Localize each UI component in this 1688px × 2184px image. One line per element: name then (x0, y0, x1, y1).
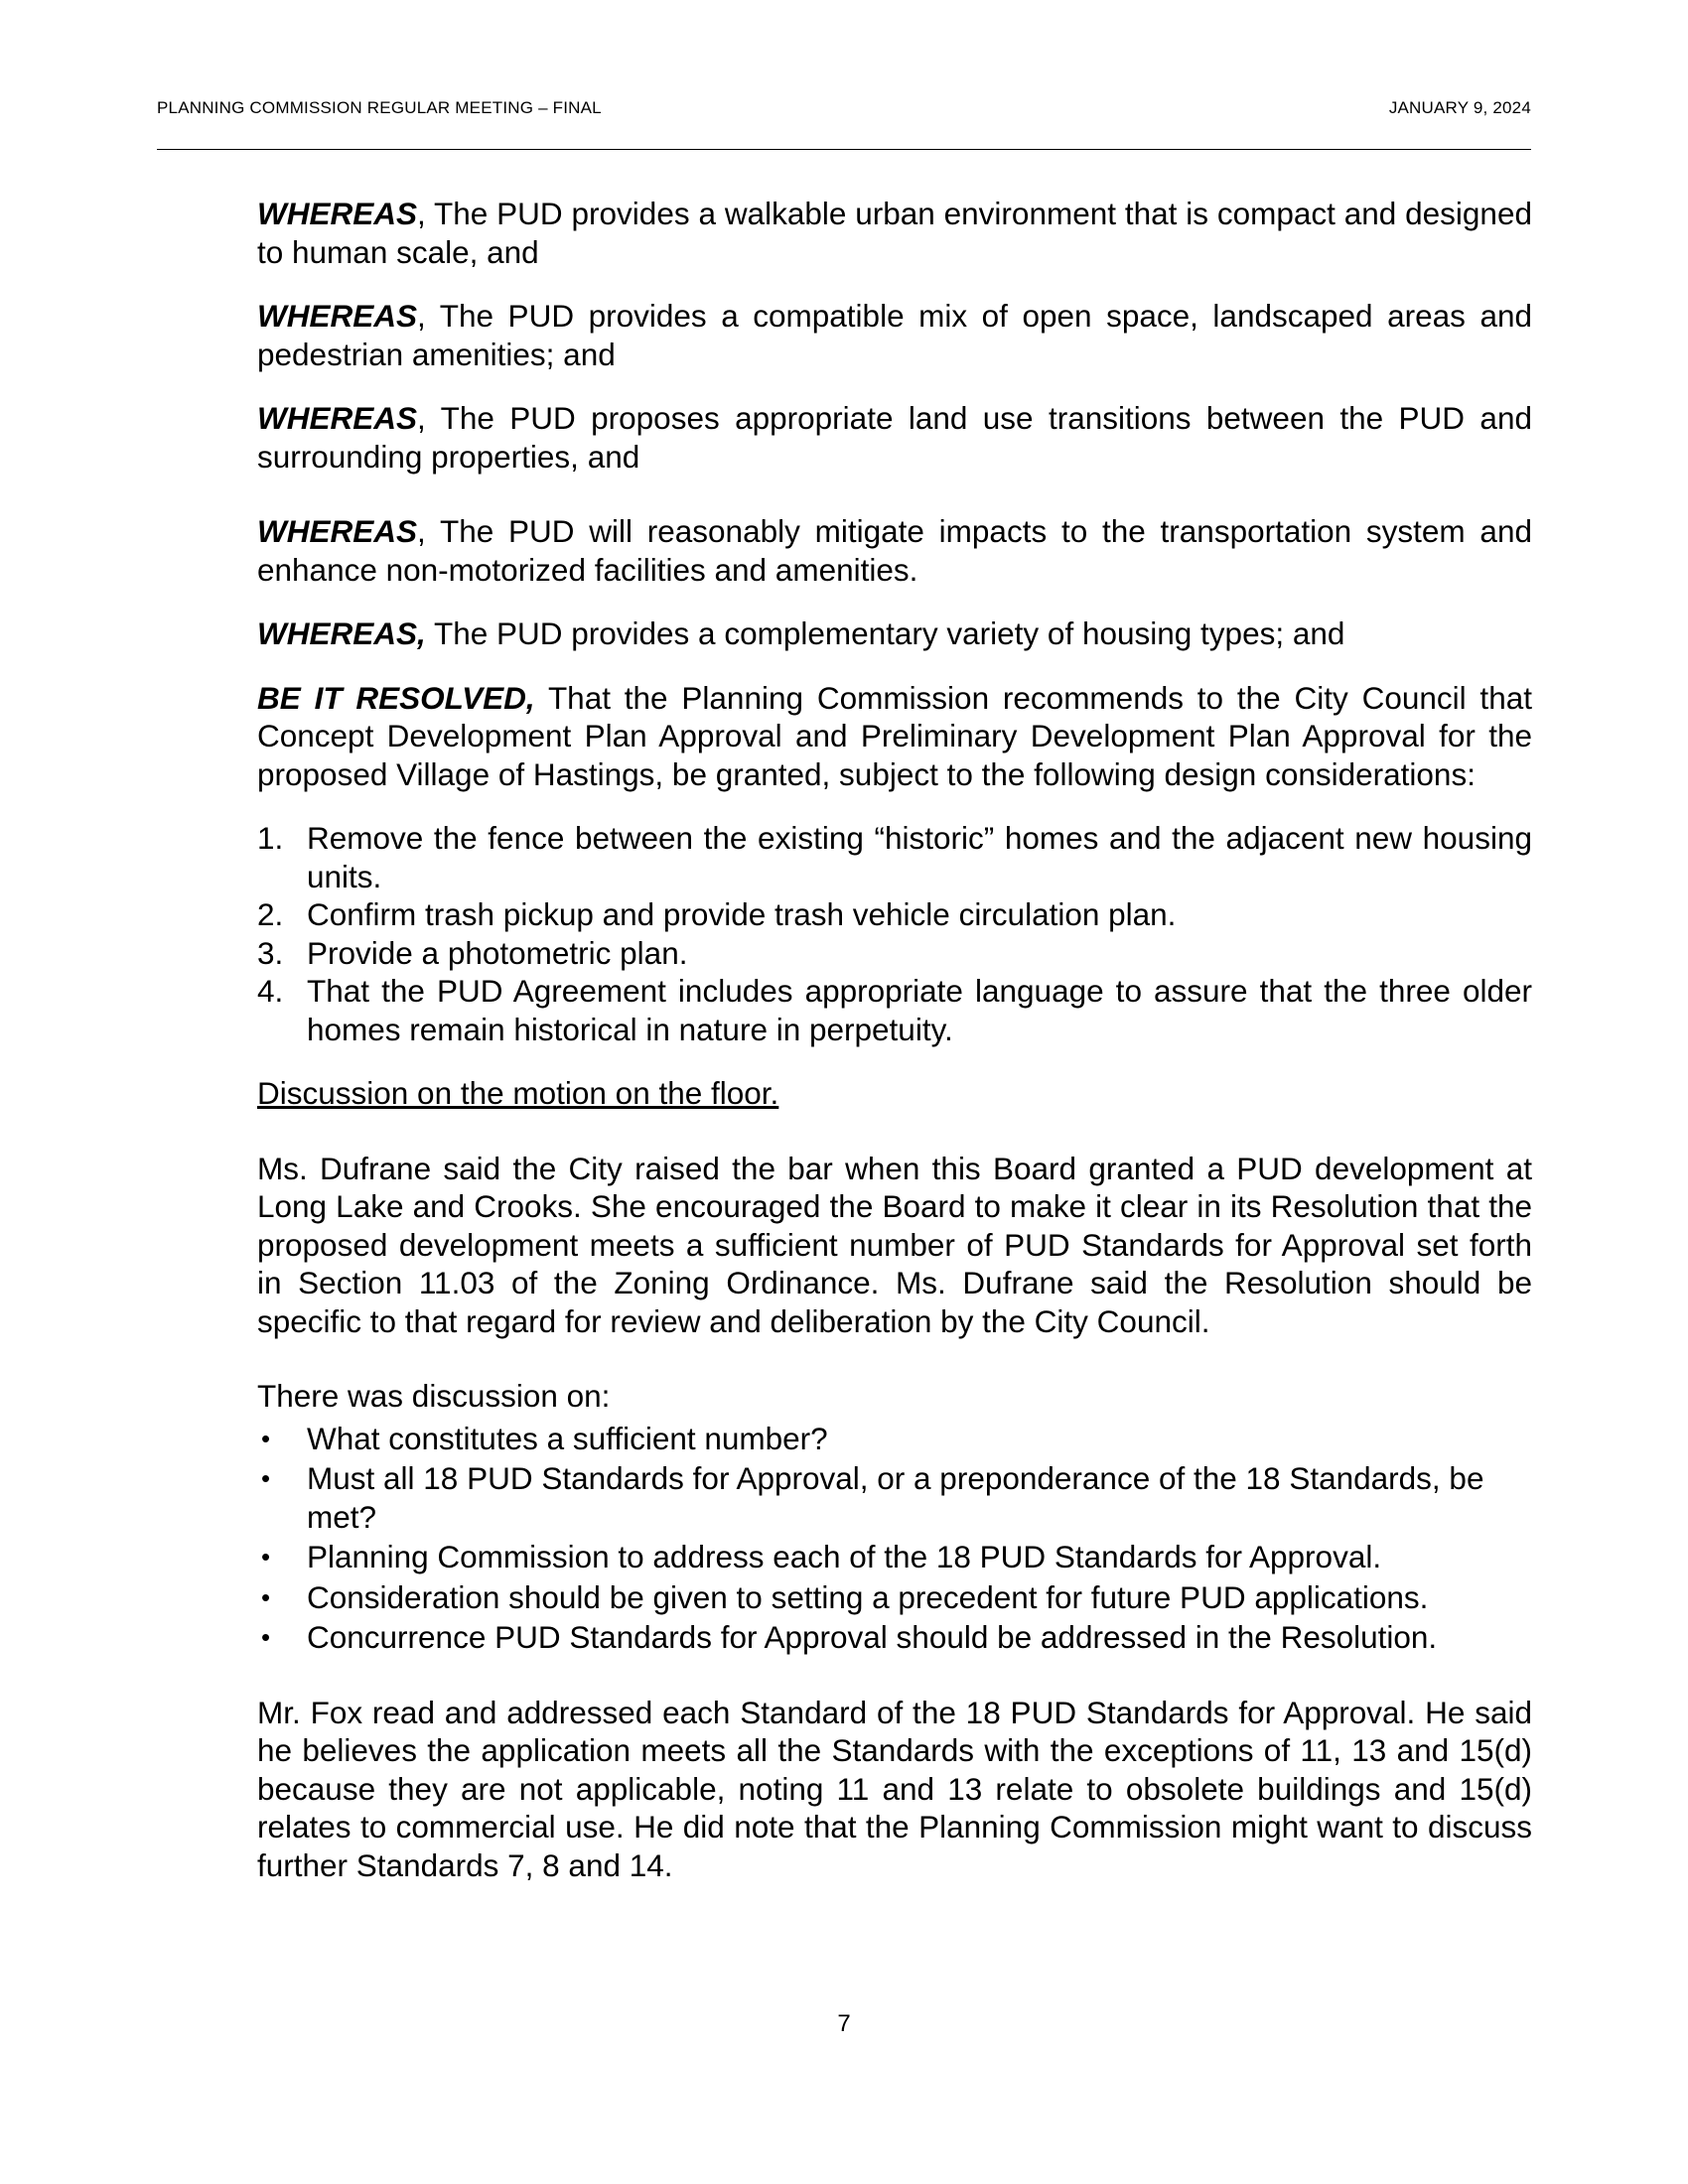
list-item-text: Planning Commission to address each of the 18 PUD Standards for Approval. (307, 1539, 1382, 1574)
resolved-paragraph (257, 679, 1532, 794)
list-item-text: That the PUD Agreement includes appropriate language to assure that the three older homes remain historical in nature in perpetuity. (307, 973, 1532, 1047)
whereas-paragraph (257, 297, 1532, 373)
header-meeting-title: PLANNING COMMISSION REGULAR MEETING – FINAL (157, 98, 602, 117)
whereas-lead: WHEREAS (257, 196, 418, 231)
whereas-lead: WHEREAS (257, 400, 418, 436)
list-item (257, 934, 1532, 973)
header-divider (157, 149, 1531, 150)
list-item-text: Concurrence PUD Standards for Approval should be addressed in the Resolution. (307, 1619, 1438, 1655)
list-item-text: Must all 18 PUD Standards for Approval, or a preponderance of the 18 Standards, be met? (307, 1460, 1484, 1535)
list-item-number: 1. (257, 820, 284, 856)
whereas-lead: WHEREAS (257, 513, 418, 549)
discussion-intro: There was discussion on: (257, 1378, 611, 1414)
dufrane-paragraph: Ms. Dufrane said the City raised the bar when this Board granted a PUD development at Long Lake and Crooks. She encouraged the Board to make it clear in its Resolution that the proposed development meets a sufficient number of PUD Standards for Approval set forth in Section 11.03 of the Zoning Ordinance. Ms. Dufrane said the Resolution should be specific to that regard for review and deliberation by the City Council. (257, 1150, 1532, 1339)
whereas-lead: WHEREAS, (257, 615, 426, 651)
list-item (257, 1420, 1532, 1458)
whereas-paragraph (257, 512, 1532, 589)
bullet-icon: • (261, 1542, 271, 1571)
list-item-text: Consideration should be given to setting a precedent for future PUD applications. (307, 1578, 1429, 1615)
list-item (257, 1618, 1532, 1657)
list-item (257, 972, 1532, 1048)
list-item-number: 3. (257, 934, 284, 971)
whereas-text: , The PUD proposes appropriate land use transitions between the PUD and surrounding properties, and (257, 400, 1532, 475)
list-item (257, 1538, 1532, 1576)
design-considerations-list (257, 819, 1532, 1048)
list-item-number: 4. (257, 973, 284, 1009)
whereas-paragraph (257, 195, 1532, 271)
discussion-heading: Discussion on the motion on the floor. (257, 1075, 779, 1111)
bullet-icon: • (261, 1423, 271, 1453)
header-date: JANUARY 9, 2024 (1388, 98, 1531, 117)
resolved-text: That the Planning Commission recommends to the City Council that Concept Development Plan Approval and Preliminary Development Plan Approval for the proposed Village of Hastings, be granted, subject to the following design considerations: (257, 679, 1532, 792)
list-item (257, 819, 1532, 895)
whereas-lead: WHEREAS (257, 298, 418, 334)
whereas-text: , The PUD provides a compatible mix of open space, landscaped areas and pedestrian amenities; and (257, 298, 1532, 372)
whereas-paragraph (257, 399, 1532, 476)
list-item-number: 2. (257, 896, 284, 932)
whereas-paragraph (257, 614, 1532, 653)
list-item-text: Provide a photometric plan. (307, 934, 688, 971)
page-number: 7 (837, 2010, 851, 2037)
bullet-icon: • (261, 1581, 271, 1612)
list-item-text: Remove the fence between the existing “historic” homes and the adjacent new housing units. (307, 820, 1532, 894)
list-item (257, 895, 1532, 934)
whereas-text: , The PUD provides a walkable urban environment that is compact and designed to human scale, and (257, 196, 1532, 270)
whereas-text: The PUD provides a complementary variety of housing types; and (425, 615, 1345, 651)
resolved-lead: BE IT RESOLVED, (257, 679, 535, 716)
bullet-icon: • (261, 1463, 271, 1493)
list-item-text: What constitutes a sufficient number? (307, 1420, 828, 1456)
list-item (257, 1459, 1532, 1536)
list-item-text: Confirm trash pickup and provide trash vehicle circulation plan. (307, 896, 1177, 932)
discussion-points-list (257, 1420, 1532, 1657)
list-item (257, 1578, 1532, 1617)
document-body (257, 195, 1532, 1910)
bullet-icon: • (261, 1622, 271, 1652)
fox-paragraph: Mr. Fox read and addressed each Standard of the 18 PUD Standards for Approval. He said he believes the application meets all the Standards with the exceptions of 11, 13 and 15(d) because they are not applicable, noting 11 and 13 relate to obsolete buildings and 15(d) relates to commercial use. He did note that the Planning Commission might want to discuss further Standards 7, 8 and 14. (257, 1694, 1532, 1883)
whereas-text: , The PUD will reasonably mitigate impacts to the transportation system and enhance non-motorized facilities and amenities. (257, 513, 1532, 588)
